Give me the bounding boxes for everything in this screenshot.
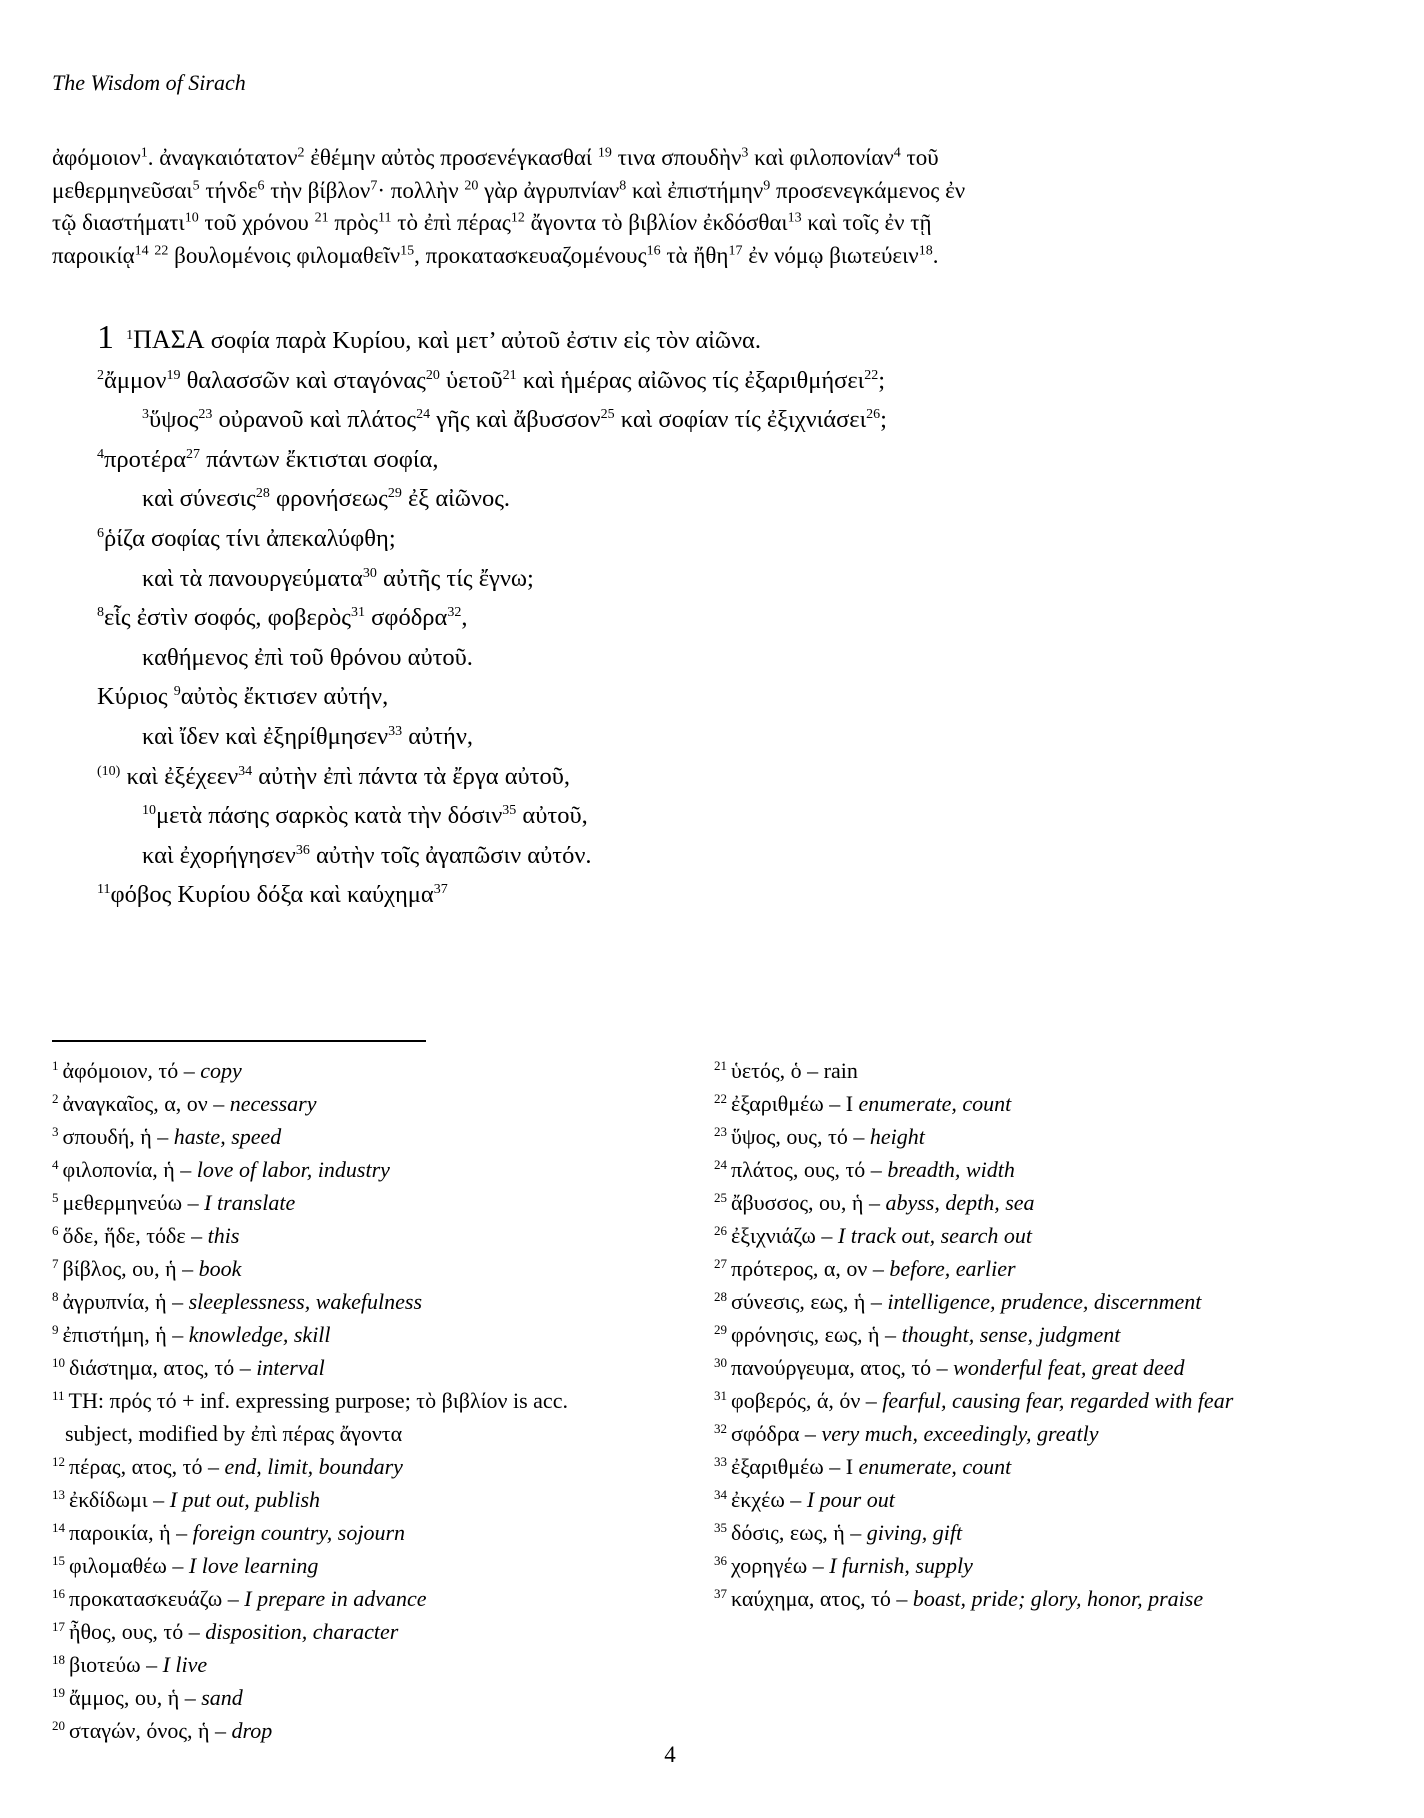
footnote-gloss: I translate [204, 1190, 296, 1215]
text-run: καὶ ἐχορήγησεν [142, 841, 296, 869]
footnote-entry [52, 1054, 592, 1087]
footnote-entry [714, 1120, 1254, 1153]
text-run: αὐτοῦ, [516, 802, 588, 830]
footnote-number: 28 [714, 1288, 727, 1304]
footnote-gloss: book [198, 1256, 242, 1281]
footnote-gloss: drop [231, 1718, 273, 1743]
footnote-entry [52, 1549, 592, 1582]
footnote-lemma: ἐκχέω – [731, 1487, 802, 1512]
text-run: αὐτήν, [402, 722, 474, 750]
chapter-number: 1 [97, 319, 114, 356]
text-run: προσενεγκάμενος ἐν [770, 177, 966, 203]
verse-line [97, 796, 887, 836]
footnote-entry [714, 1351, 1254, 1384]
footnote-entry [52, 1351, 592, 1384]
footnote-ref: 24 [416, 407, 431, 423]
footnote-lemma: ἐπιστήμη, ἡ – [62, 1322, 184, 1347]
footnote-gloss: enumerate, count [858, 1454, 1012, 1479]
text-run: ἄγοντα τὸ βιβλίον ἐκδόσθαι [524, 210, 788, 235]
footnote-number: 35 [714, 1519, 727, 1535]
footnote-entry [714, 1054, 1254, 1087]
footnote-entry [52, 1186, 592, 1219]
text-run: αὐτὴν τοῖς ἀγαπῶσιν αὐτόν. [309, 841, 592, 869]
footnote-ref: 19 [597, 145, 612, 161]
footnote-entry [714, 1549, 1254, 1582]
footnote-lemma: ἀγρυπνία, ἡ – [62, 1289, 184, 1314]
footnote-lemma: ἀφόμοιον, τό – [62, 1058, 195, 1083]
footnote-gloss: intelligence, prudence, discernment [887, 1289, 1202, 1314]
footnote-number: 1 [52, 1057, 59, 1073]
footnote-gloss: I furnish, supply [829, 1553, 973, 1578]
footnote-ref: 2 [297, 145, 305, 161]
footnote-entry [52, 1483, 592, 1516]
text-run: ἐθέμην αὐτὸς προσενέγκασθαί [304, 145, 598, 170]
verse-line [97, 440, 887, 480]
footnote-number: 26 [714, 1222, 727, 1238]
text-run: τινα σπουδὴν [611, 145, 742, 170]
footnote-number: 11 [52, 1387, 65, 1403]
footnote-ref: 12 [510, 210, 525, 226]
footnote-gloss: haste, speed [173, 1124, 282, 1149]
footnote-ref: 25 [600, 407, 615, 423]
text-run: φρονήσεως [269, 485, 388, 513]
footnote-lemma: πανούργευμα, ατος, τό – [731, 1355, 948, 1380]
footnote-ref: (10) [97, 763, 121, 779]
text-run: αὐτὸς ἔκτισεν αὐτήν, [180, 683, 389, 711]
footnote-lemma: ὕψος, ους, τό – [731, 1124, 865, 1149]
footnote-gloss: knowledge, skill [188, 1322, 331, 1347]
footnote-number: 7 [52, 1255, 59, 1271]
footnote-lemma: ἐξαριθμέω – I [731, 1454, 854, 1479]
verse-line [97, 361, 887, 401]
footnote-ref: 36 [295, 842, 310, 858]
verse-line [97, 717, 887, 757]
footnote-lemma: ὑετός, ὁ – rain [731, 1058, 858, 1083]
footnote-number: 23 [714, 1123, 727, 1139]
text-run: τοῦ χρόνου [198, 210, 315, 235]
footnote-ref: 17 [728, 242, 743, 258]
text-run: καὶ σοφίαν τίς ἐξιχνιάσει [614, 406, 867, 434]
footnote-ref: 13 [787, 210, 802, 226]
footnote-gloss: interval [256, 1355, 325, 1380]
text-run: καὶ ἡμέρας αἰῶνος τίς ἐξαριθμήσει [516, 366, 865, 394]
footnote-lemma: φοβερός, ά, όν – [731, 1388, 877, 1413]
footnote-number: 5 [52, 1189, 59, 1205]
footnote-entry [714, 1219, 1254, 1252]
footnote-lemma: προκατασκευάζω – [69, 1586, 239, 1611]
footnote-lemma: καύχημα, ατος, τό – [731, 1586, 908, 1611]
footnote-gloss: copy [200, 1058, 242, 1083]
footnote-lemma: χορηγέω – [731, 1553, 824, 1578]
footnote-lemma: μεθερμηνεύω – [62, 1190, 199, 1215]
footnote-entry [52, 1087, 592, 1120]
footnote-lemma: ἦθος, ους, τό – [69, 1619, 200, 1644]
footnote-ref: 33 [388, 723, 403, 739]
footnote-gloss: thought, sense, judgment [901, 1322, 1121, 1347]
footnote-ref: 7 [370, 177, 378, 193]
footnote-entry [714, 1087, 1254, 1120]
footnote-gloss: I prepare in advance [244, 1586, 427, 1611]
footnote-number: 4 [52, 1156, 59, 1172]
footnote-entry [714, 1450, 1254, 1483]
footnote-lemma: βίβλος, ου, ἡ – [62, 1256, 194, 1281]
text-run: καὶ σύνεσις [142, 485, 256, 513]
verse-line [97, 479, 887, 519]
footnote-entry [52, 1582, 592, 1615]
text-run: εἷς ἐστὶν σοφός, φοβερὸς [104, 604, 351, 632]
footnote-number: 36 [714, 1552, 727, 1568]
footnote-lemma: πλάτος, ους, τό – [731, 1157, 882, 1182]
footnote-gloss: sand [201, 1685, 243, 1710]
footnotes-right-column [714, 1054, 1254, 1615]
footnote-number: 32 [714, 1420, 727, 1436]
text-run: ὑετοῦ [439, 366, 503, 394]
footnote-entry [714, 1582, 1254, 1615]
footnote-ref: 20 [425, 367, 440, 383]
verse-line [97, 836, 887, 876]
footnote-lemma: ἄμμος, ου, ἡ – [69, 1685, 196, 1710]
footnote-gloss: I track out, search out [837, 1223, 1033, 1248]
footnote-gloss: enumerate, count [858, 1091, 1012, 1116]
verse-line [97, 638, 887, 678]
footnote-ref: 31 [350, 605, 365, 620]
preface-line [52, 175, 1292, 208]
footnote-entry [714, 1318, 1254, 1351]
text-run: . [932, 242, 939, 268]
footnote-ref: 21 [502, 367, 517, 383]
footnote-ref: 30 [362, 565, 377, 581]
footnote-lemma: TH: πρός τό + inf. expressing purpose; τὸ βιβλίον is acc. subject, modified by ἐπὶ πέρας ἄγοντα [65, 1388, 568, 1446]
text-run: γῆς καὶ ἄβυσσον [430, 406, 601, 434]
footnote-ref: 8 [97, 605, 104, 620]
footnote-entry [714, 1417, 1254, 1450]
footnote-ref: 34 [238, 763, 253, 779]
footnote-lemma: ὅδε, ἥδε, τόδε – [62, 1223, 203, 1248]
verse-line [97, 875, 887, 915]
footnote-gloss: wonderful feat, great deed [953, 1355, 1185, 1380]
footnote-gloss: very much, exceedingly, greatly [821, 1421, 1099, 1446]
footnote-gloss: foreign country, sojourn [192, 1520, 406, 1545]
footnote-ref: 6 [97, 525, 104, 541]
footnote-entry [52, 1252, 592, 1285]
text-run: ὕψος [149, 406, 199, 434]
footnote-lemma: ἄβυσσος, ου, ἡ – [731, 1190, 880, 1215]
footnote-ref: 5 [192, 177, 200, 193]
footnote-number: 6 [52, 1222, 59, 1238]
verse-line [97, 318, 887, 361]
text-run: αὐτὴν ἐπὶ πάντα τὰ ἔργα αὐτοῦ, [252, 762, 571, 790]
footnote-number: 19 [52, 1684, 65, 1700]
footnote-entry [714, 1384, 1254, 1417]
footnote-number: 34 [714, 1486, 727, 1502]
footnote-number: 29 [714, 1321, 727, 1337]
preface-line [52, 240, 1292, 273]
text-run: τοῦ [900, 145, 939, 170]
text-run: ἄμμον [104, 366, 167, 394]
footnote-ref: 28 [255, 486, 270, 502]
footnote-entry [714, 1186, 1254, 1219]
footnote-ref: 4 [97, 446, 104, 462]
footnote-ref: 14 [134, 242, 149, 258]
text-run: ἐξ αἰῶνος. [401, 485, 511, 513]
footnote-number: 21 [714, 1057, 727, 1073]
footnote-ref: 8 [619, 177, 627, 193]
footnote-ref: 21 [314, 210, 329, 226]
text-run: μετὰ πάσης σαρκὸς κατὰ τὴν δόσιν [156, 802, 503, 830]
footnote-gloss: disposition, character [205, 1619, 399, 1644]
footnote-ref: 3 [142, 407, 149, 423]
text-run: γὰρ ἀγρυπνίαν [478, 177, 620, 203]
footnote-gloss: I put out, publish [169, 1487, 321, 1512]
text-run: πάντων ἔκτισται σοφία, [200, 445, 439, 473]
text-run: ; [878, 366, 886, 394]
footnote-lemma: ἐξιχνιάζω – [731, 1223, 833, 1248]
text-run: , προκατασκευαζομένους [414, 242, 647, 268]
text-run: οὐρανοῦ καὶ πλάτος [212, 406, 417, 434]
footnote-entry [714, 1516, 1254, 1549]
footnote-entry [52, 1681, 592, 1714]
text-run: σφόδρα [364, 604, 448, 632]
text-run: τὸ ἐπὶ πέρας [391, 210, 511, 235]
footnote-lemma: ἀναγκαῖος, α, ον – [62, 1091, 225, 1116]
footnote-number: 22 [714, 1090, 727, 1106]
text-run: τήνδε [199, 177, 258, 203]
footnote-separator [52, 1040, 426, 1042]
text-run: σοφία παρὰ Κυρίου, καὶ μετ’ αὐτοῦ ἐστιν εἰς τὸν αἰῶνα. [204, 327, 761, 354]
footnote-entry [52, 1648, 592, 1681]
footnote-lemma: σύνεσις, εως, ἡ – [731, 1289, 882, 1314]
text-run: ; [880, 406, 887, 434]
text-run: καὶ τοῖς ἐν τῇ [801, 210, 932, 235]
footnote-lemma: δόσις, εως, ἡ – [731, 1520, 862, 1545]
footnote-ref: 9 [173, 684, 181, 700]
footnote-number: 20 [52, 1717, 65, 1733]
footnote-entry [52, 1219, 592, 1252]
footnote-number: 15 [52, 1552, 65, 1568]
footnote-ref: 26 [866, 407, 881, 423]
text-run: καὶ ἐπιστήμην [626, 177, 764, 203]
footnote-lemma: πέρας, ατος, τό – [69, 1454, 219, 1479]
verse-line [97, 559, 887, 599]
footnote-entry [52, 1318, 592, 1351]
footnote-entry [52, 1450, 592, 1483]
text-run: τὴν βίβλον [264, 177, 371, 203]
footnote-entry [52, 1153, 592, 1186]
footnote-lemma: σταγών, όνος, ἡ – [69, 1718, 227, 1743]
footnote-ref: 6 [257, 177, 265, 193]
footnote-lemma: ἐξαριθμέω – I [731, 1091, 854, 1116]
footnote-number: 2 [52, 1090, 59, 1106]
footnote-ref: 35 [502, 802, 517, 818]
text-run: καὶ φιλοπονίαν [748, 145, 894, 170]
footnote-gloss: boast, pride; glory, honor, praise [912, 1586, 1204, 1611]
footnote-number: 17 [52, 1618, 65, 1634]
footnote-ref: 1 [126, 327, 134, 343]
footnote-gloss: I live [162, 1652, 208, 1677]
footnote-number: 12 [52, 1453, 65, 1469]
text-run: πρὸς [328, 210, 379, 235]
footnote-number: 3 [52, 1123, 59, 1139]
footnote-gloss: height [869, 1124, 925, 1149]
text-run: ῥίζα σοφίας τίνι ἀπεκαλύφθη; [104, 524, 396, 552]
footnote-ref: 20 [464, 177, 479, 193]
footnote-lemma: παροικία, ἡ – [69, 1520, 188, 1545]
footnote-entry [52, 1120, 592, 1153]
text-run: Κύριος [97, 683, 174, 711]
text-run: καὶ ἐξέχεεν [120, 762, 239, 790]
footnote-number: 37 [714, 1585, 727, 1601]
chapter-1-text [97, 318, 887, 915]
footnote-lemma: σπουδή, ἡ – [62, 1124, 169, 1149]
footnotes-left-column [52, 1054, 592, 1747]
footnote-number: 9 [52, 1321, 59, 1337]
footnote-ref: 1 [140, 145, 148, 161]
footnote-ref: 10 [184, 210, 199, 226]
footnote-gloss: fearful, causing fear, regarded with fear [882, 1388, 1234, 1413]
footnote-gloss: necessary [229, 1091, 317, 1116]
footnote-entry [714, 1153, 1254, 1186]
footnote-number: 14 [52, 1519, 65, 1535]
footnote-gloss: giving, gift [866, 1520, 963, 1545]
footnote-gloss: love of labor, industry [196, 1157, 390, 1182]
footnote-number: 10 [52, 1354, 65, 1370]
footnote-ref: 10 [142, 802, 156, 818]
footnote-ref: 29 [387, 486, 402, 502]
footnote-entry [714, 1252, 1254, 1285]
text-run: προτέρα [104, 445, 187, 473]
footnote-lemma: φιλομαθέω – [69, 1553, 184, 1578]
preface-text [52, 142, 1292, 272]
text-run: καθήμενος ἐπὶ τοῦ θρόνου αὐτοῦ. [142, 643, 473, 671]
footnote-ref: 16 [646, 242, 661, 258]
footnote-gloss: this [207, 1223, 240, 1248]
footnote-lemma: πρότερος, α, ον – [731, 1256, 884, 1281]
footnote-ref: 37 [433, 882, 448, 898]
footnote-lemma: βιοτεύω – [69, 1652, 158, 1677]
verse-line [97, 598, 887, 638]
footnote-lemma: διάστημα, ατος, τό – [69, 1355, 251, 1380]
text-run: παροικίᾳ [52, 242, 135, 268]
footnote-lemma: φρόνησις, εως, ἡ – [731, 1322, 897, 1347]
footnote-entry [714, 1285, 1254, 1318]
footnote-ref: 11 [378, 210, 392, 226]
footnote-lemma: φιλοπονία, ἡ – [62, 1157, 192, 1182]
footnote-ref: 19 [166, 367, 181, 383]
footnote-entry [52, 1285, 592, 1318]
text-run: τῷ διαστήματι [52, 210, 185, 235]
footnote-gloss: before, earlier [889, 1256, 1016, 1281]
verse-line [97, 400, 887, 440]
text-run: , [461, 604, 468, 632]
footnote-lemma: ἐκδίδωμι – [69, 1487, 165, 1512]
footnote-ref: 22 [864, 367, 879, 383]
text-run: · πολλὴν [377, 177, 465, 203]
text-run: τὰ ἤθη [660, 242, 729, 268]
footnote-number: 25 [714, 1189, 727, 1205]
footnote-number: 24 [714, 1156, 727, 1172]
footnote-gloss: I pour out [806, 1487, 895, 1512]
text-run: θαλασσῶν καὶ σταγόνας [180, 366, 426, 394]
text-run: καὶ ἴδεν καὶ ἐξηρίθμησεν [142, 722, 389, 750]
footnote-number: 8 [52, 1288, 59, 1304]
footnote-gloss: breadth, width [887, 1157, 1015, 1182]
footnote-gloss: sleeplessness, wakefulness [188, 1289, 423, 1314]
footnote-ref: 3 [741, 145, 749, 161]
footnote-number: 13 [52, 1486, 65, 1502]
text-run: μεθερμηνεῦσαι [52, 177, 193, 203]
preface-line [52, 142, 1292, 175]
text-run: καὶ τὰ πανουργεύματα [142, 564, 363, 592]
verse-opening-caps: ΠΑΣΑ [133, 325, 205, 354]
footnote-ref: 15 [400, 242, 415, 258]
verse-line [97, 757, 887, 797]
footnote-number: 30 [714, 1354, 727, 1370]
footnote-number: 18 [52, 1651, 65, 1667]
text-run: ἐν νόμῳ βιωτεύειν [742, 242, 919, 268]
text-run: φόβος Κυρίου δόξα καὶ καύχημα [110, 881, 434, 909]
footnote-ref: 18 [918, 242, 933, 258]
footnote-gloss: end, limit, boundary [224, 1454, 403, 1479]
footnote-number: 33 [714, 1453, 727, 1469]
footnote-entry [714, 1483, 1254, 1516]
footnote-ref: 9 [763, 177, 771, 193]
footnote-entry [52, 1516, 592, 1549]
footnote-lemma: σφόδρα – [731, 1421, 816, 1446]
verse-line [97, 519, 887, 559]
footnote-entry [52, 1615, 592, 1648]
running-head: The Wisdom of Sirach [52, 70, 246, 95]
text-run: αὐτῆς τίς ἔγνω; [376, 564, 534, 592]
footnote-ref: 23 [198, 407, 213, 423]
footnote-gloss: I love learning [188, 1553, 319, 1578]
text-run: βουλομένοις φιλομαθεῖν [168, 242, 401, 268]
footnote-number: 31 [714, 1387, 727, 1403]
footnote-ref: 32 [447, 605, 462, 620]
preface-line [52, 207, 1292, 240]
footnote-gloss: abyss, depth, sea [885, 1190, 1035, 1215]
footnote-number: 16 [52, 1585, 65, 1601]
verse-line [97, 677, 887, 717]
footnote-entry [52, 1384, 592, 1450]
footnote-ref: 11 [97, 882, 111, 898]
text-run: ἀφόμοιον [52, 145, 141, 170]
footnote-ref: 4 [893, 145, 901, 161]
footnote-ref: 22 [154, 242, 169, 258]
page-number: 4 [664, 1742, 676, 1767]
text-run: . ἀναγκαιότατον [147, 145, 298, 170]
footnote-ref: 2 [97, 367, 104, 383]
footnote-number: 27 [714, 1255, 727, 1271]
footnote-ref: 27 [186, 446, 201, 462]
